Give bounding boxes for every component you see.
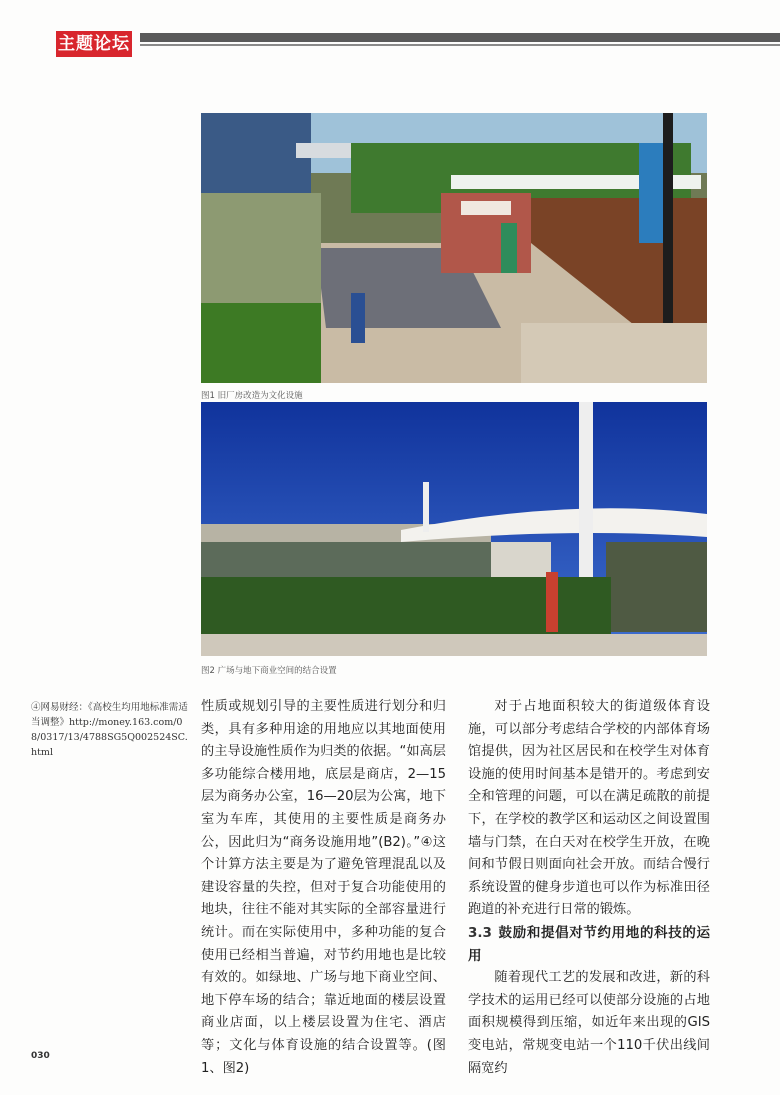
- section-heading-text: 鼓励和提倡对节约用地的科技的运用: [468, 924, 710, 964]
- paragraph: 性质或规划引导的主要性质进行划分和归类，具有多种用途的用地应以其地面使用的主导设施性质作为归类的依据。“如高层多功能综合楼用地，底层是商店，2—15层为商务办公室，16—20层为公寓，地下室为车库，其使用的主要性质是商务办公，因此归为“商务设施用地”(B2)。”④这个计算方法主要是为了避免管理混乱以及建设容量的失控，但对于复合功能使用的地块，往往不能对其实际的全部容量进行统计。而在实际使用中，多种功能的复合使用已经相当普遍，对节约用地也是比较有效的。如绿地、广场与地下商业空间、地下停车场的结合；靠近地面的楼层设置商业店面，以上楼层设置为住宅、酒店等；文化与体育设施的结合设置等。(图1、图2): [201, 699, 446, 1076]
- page-number: 030: [31, 1051, 50, 1061]
- section-tag: 主题论坛: [56, 31, 132, 57]
- paragraph: 随着现代工艺的发展和改进，新的科学技术的运用已经可以使部分设施的占地面积规模得到压缩，如近年来出现的GIS变电站，常规变电站一个110千伏出线间隔宽约: [468, 970, 710, 1076]
- header-rule: [140, 33, 780, 42]
- section-heading: [468, 922, 710, 967]
- figure-1-photo: [201, 113, 707, 383]
- body-column-2: [468, 696, 710, 1080]
- figure-2-caption: 图2 广场与地下商业空间的结合设置: [201, 666, 337, 676]
- figure-2-photo: [201, 402, 707, 656]
- figure-1-caption: 图1 旧厂房改造为文化设施: [201, 391, 303, 401]
- body-column-1: [201, 696, 446, 1080]
- footnote: ④网易财经：《高校生均用地标准需适当调整》http://money.163.com/08/0317/13/4788SG5Q002524SC.html: [31, 702, 188, 758]
- header-rule-thin: [140, 44, 780, 46]
- paragraph: 对于占地面积较大的街道级体育设施，可以部分考虑结合学校的内部体育场馆提供，因为社区居民和在校学生对体育设施的使用时间基本是错开的。考虑到安全和管理的问题，可以在满足疏散的前提下，在学校的教学区和运动区之间设置围墙与门禁，在白天对在校学生开放，在晚间和节假日则面向社会开放。而结合慢行系统设置的健身步道也可以作为标准田径跑道的补充进行日常的锻炼。: [468, 699, 710, 918]
- section-number: 3.3: [468, 924, 492, 941]
